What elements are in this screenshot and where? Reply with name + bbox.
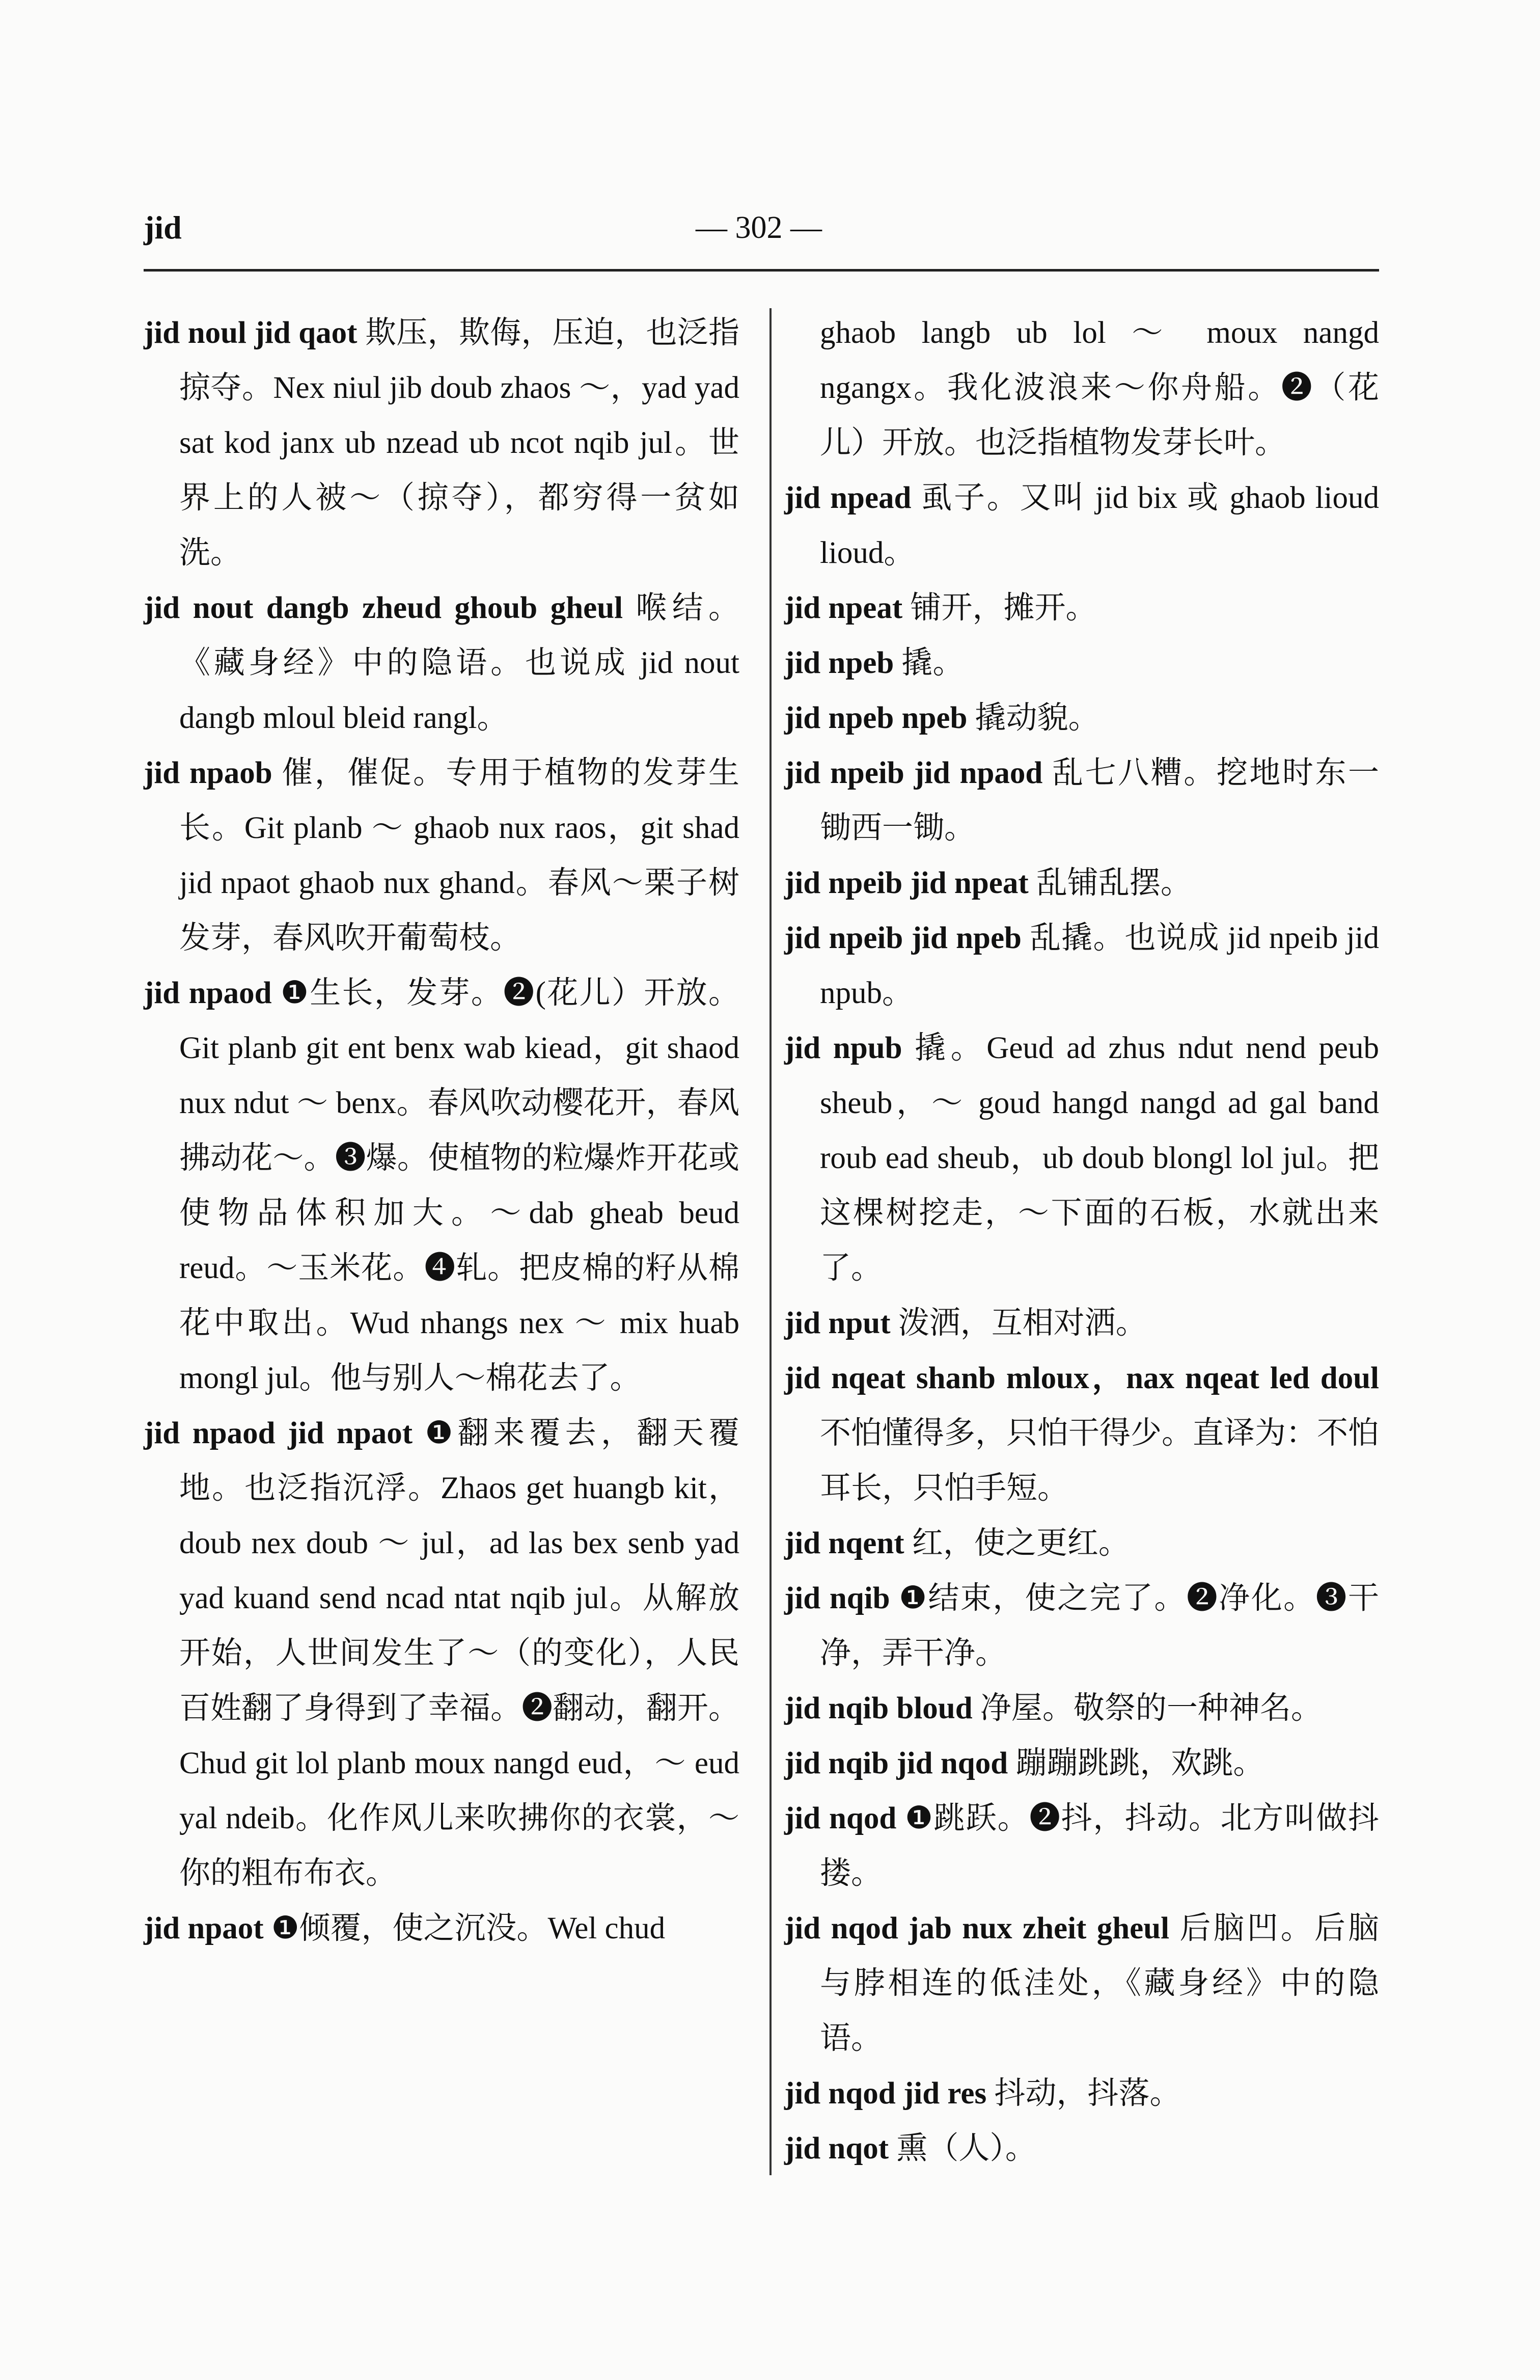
- entry: [144, 581, 739, 746]
- definition: 撬动貌。: [967, 701, 1099, 735]
- entry: [784, 581, 1379, 636]
- definition: ❶翻来覆去，翻天覆地。也泛指沉浮。Zhaos get huangb kit，doub nex doub ～ jul，ad las bex senb yad yad kuand send ncad ntat nqib jul。从解放开始，人世间发生了～（的变化），人民百姓翻了身得到了幸福。❷翻动，翻开。Chud git lol planb moux nangd eud，～ eud yal ndeib。化作风儿来吹拂你的衣裳，～你的粗布布衣。: [179, 1416, 739, 1890]
- definition: ❶结束，使之完了。❷净化。❸干净，弄干净。: [820, 1581, 1379, 1670]
- headword: jid nqot: [784, 2131, 889, 2166]
- entry: [784, 2121, 1379, 2176]
- definition: 乱撬。也说成 jid npeib jid npub。: [820, 921, 1379, 1010]
- entry: [784, 471, 1379, 581]
- entry: [144, 1901, 739, 1956]
- headword: jid nqib jid nqod: [784, 1746, 1008, 1780]
- definition: ghaob langb ub lol ～ moux nangd ngangx。我化波浪来～你舟船。❷（花儿）开放。也泛指植物发芽长叶。: [820, 316, 1379, 460]
- definition: ❶跳跃。❷抖，抖动。北方叫做抖搂。: [820, 1801, 1379, 1890]
- headword: jid nput: [784, 1306, 891, 1340]
- definition: 虱子。又叫 jid bix 或 ghaob lioud lioud。: [820, 481, 1379, 570]
- page-number: — 302 —: [696, 210, 822, 245]
- column-divider: [769, 308, 772, 2175]
- entry: [144, 746, 739, 966]
- entry: [144, 1406, 739, 1901]
- headword: jid npaod jid npaot: [144, 1416, 413, 1450]
- headword: jid npeb npeb: [784, 701, 968, 735]
- definition: 乱铺乱摆。: [1028, 866, 1192, 900]
- header-rule: [144, 269, 1379, 272]
- headword: jid nqod: [784, 1801, 897, 1835]
- headword: jid nqib bloud: [784, 1691, 973, 1725]
- headword: jid nqod jid res: [784, 2076, 987, 2111]
- entry: [784, 1571, 1379, 1681]
- definition: 熏（人）。: [889, 2131, 1036, 2166]
- definition: 不怕懂得多，只怕干得少。直译为：不怕耳长，只怕手短。: [820, 1416, 1380, 1505]
- headword: jid npeib jid npeb: [784, 921, 1022, 955]
- headword: jid npeib jid npeat: [784, 866, 1029, 900]
- headword: jid npub: [784, 1031, 902, 1065]
- definition: 红，使之更红。: [904, 1526, 1130, 1560]
- headword: jid noul jid qaot: [144, 316, 358, 350]
- headword: jid npaob: [144, 756, 272, 790]
- headword: jid npaod: [144, 976, 272, 1010]
- entry: [784, 1351, 1379, 1516]
- entry: [784, 2066, 1379, 2121]
- running-head: jid: [144, 209, 182, 246]
- definition: 泼洒，互相对洒。: [890, 1306, 1147, 1340]
- definition: 抖动，抖落。: [986, 2076, 1181, 2111]
- entry: [144, 966, 739, 1406]
- left-column: [144, 306, 739, 1956]
- entry: [784, 691, 1379, 746]
- entry: [784, 1736, 1379, 1791]
- right-column: [784, 306, 1379, 2176]
- definition: ❶倾覆，使之沉没。Wel chud: [263, 1911, 666, 1945]
- definition: 净屋。敬祭的一种神名。: [972, 1691, 1322, 1725]
- entry: [784, 746, 1379, 856]
- definition: 后脑凹。后脑与脖相连的低洼处，《藏身经》中的隐语。: [820, 1911, 1379, 2056]
- entry: [784, 856, 1379, 911]
- definition: 欺压，欺侮，压迫，也泛指掠夺。Nex niul jib doub zhaos ～，yad yad sat kod janx ub nzead ub ncot nqib jul。世界上的人被～（掠夺），都穷得一贫如洗。: [179, 316, 739, 570]
- entry: [784, 1681, 1379, 1736]
- entry: [784, 1901, 1379, 2066]
- definition: 喉结。《藏身经》中的隐语。也说成 jid nout dangb mloul bleid rangl。: [179, 591, 739, 735]
- definition: 蹦蹦跳跳，欢跳。: [1008, 1746, 1264, 1780]
- headword: jid nqeat shanb mloux，nax nqeat led doul: [784, 1361, 1379, 1395]
- entry: [784, 1296, 1379, 1351]
- entry: [784, 636, 1379, 691]
- definition: 铺开，摊开。: [902, 591, 1097, 625]
- headword: jid nqib: [784, 1581, 890, 1615]
- headword: jid npeib jid npaod: [784, 756, 1043, 790]
- headword: jid npeb: [784, 646, 894, 680]
- entry: [784, 1021, 1379, 1296]
- definition: 催，催促。专用于植物的发芽生长。Git planb ～ ghaob nux raos，git shad jid npaot ghaob nux ghand。春风～栗子树发芽，春风吹开葡萄枝。: [179, 756, 739, 955]
- headword: jid npeat: [784, 591, 903, 625]
- entry: [784, 911, 1379, 1021]
- entry: [784, 1791, 1379, 1901]
- entry: [784, 1516, 1379, 1571]
- headword: jid nout dangb zheud ghoub gheul: [144, 591, 623, 625]
- entry-continuation: [784, 306, 1379, 471]
- definition: 撬。Geud ad zhus ndut nend peub sheub，～ goud hangd nangd ad gal band roub ead sheub，ub doub blongl lol jul。把这棵树挖走，～下面的石板，水就出来了。: [820, 1031, 1379, 1285]
- headword: jid nqod jab nux zheit gheul: [784, 1911, 1170, 1945]
- headword: jid npaot: [144, 1911, 264, 1945]
- definition: 乱七八糟。挖地时东一锄西一锄。: [820, 756, 1379, 845]
- headword: jid nqent: [784, 1526, 904, 1560]
- entry: [144, 306, 739, 581]
- headword: jid npead: [784, 481, 912, 515]
- definition: ❶生长，发芽。❷(花儿）开放。Git planb git ent benx wab kiead，git shaod nux ndut ～ benx。春风吹动樱花开，春风拂动花～。❸爆。使植物的粒爆炸开花或使物品体积加大。～dab gheab beud reud。～玉米花。❹轧。把皮棉的籽从棉花中取出。Wud nhangs nex ～ mix huab mongl jul。他与别人～棉花去了。: [179, 976, 739, 1395]
- definition: 撬。: [894, 646, 964, 680]
